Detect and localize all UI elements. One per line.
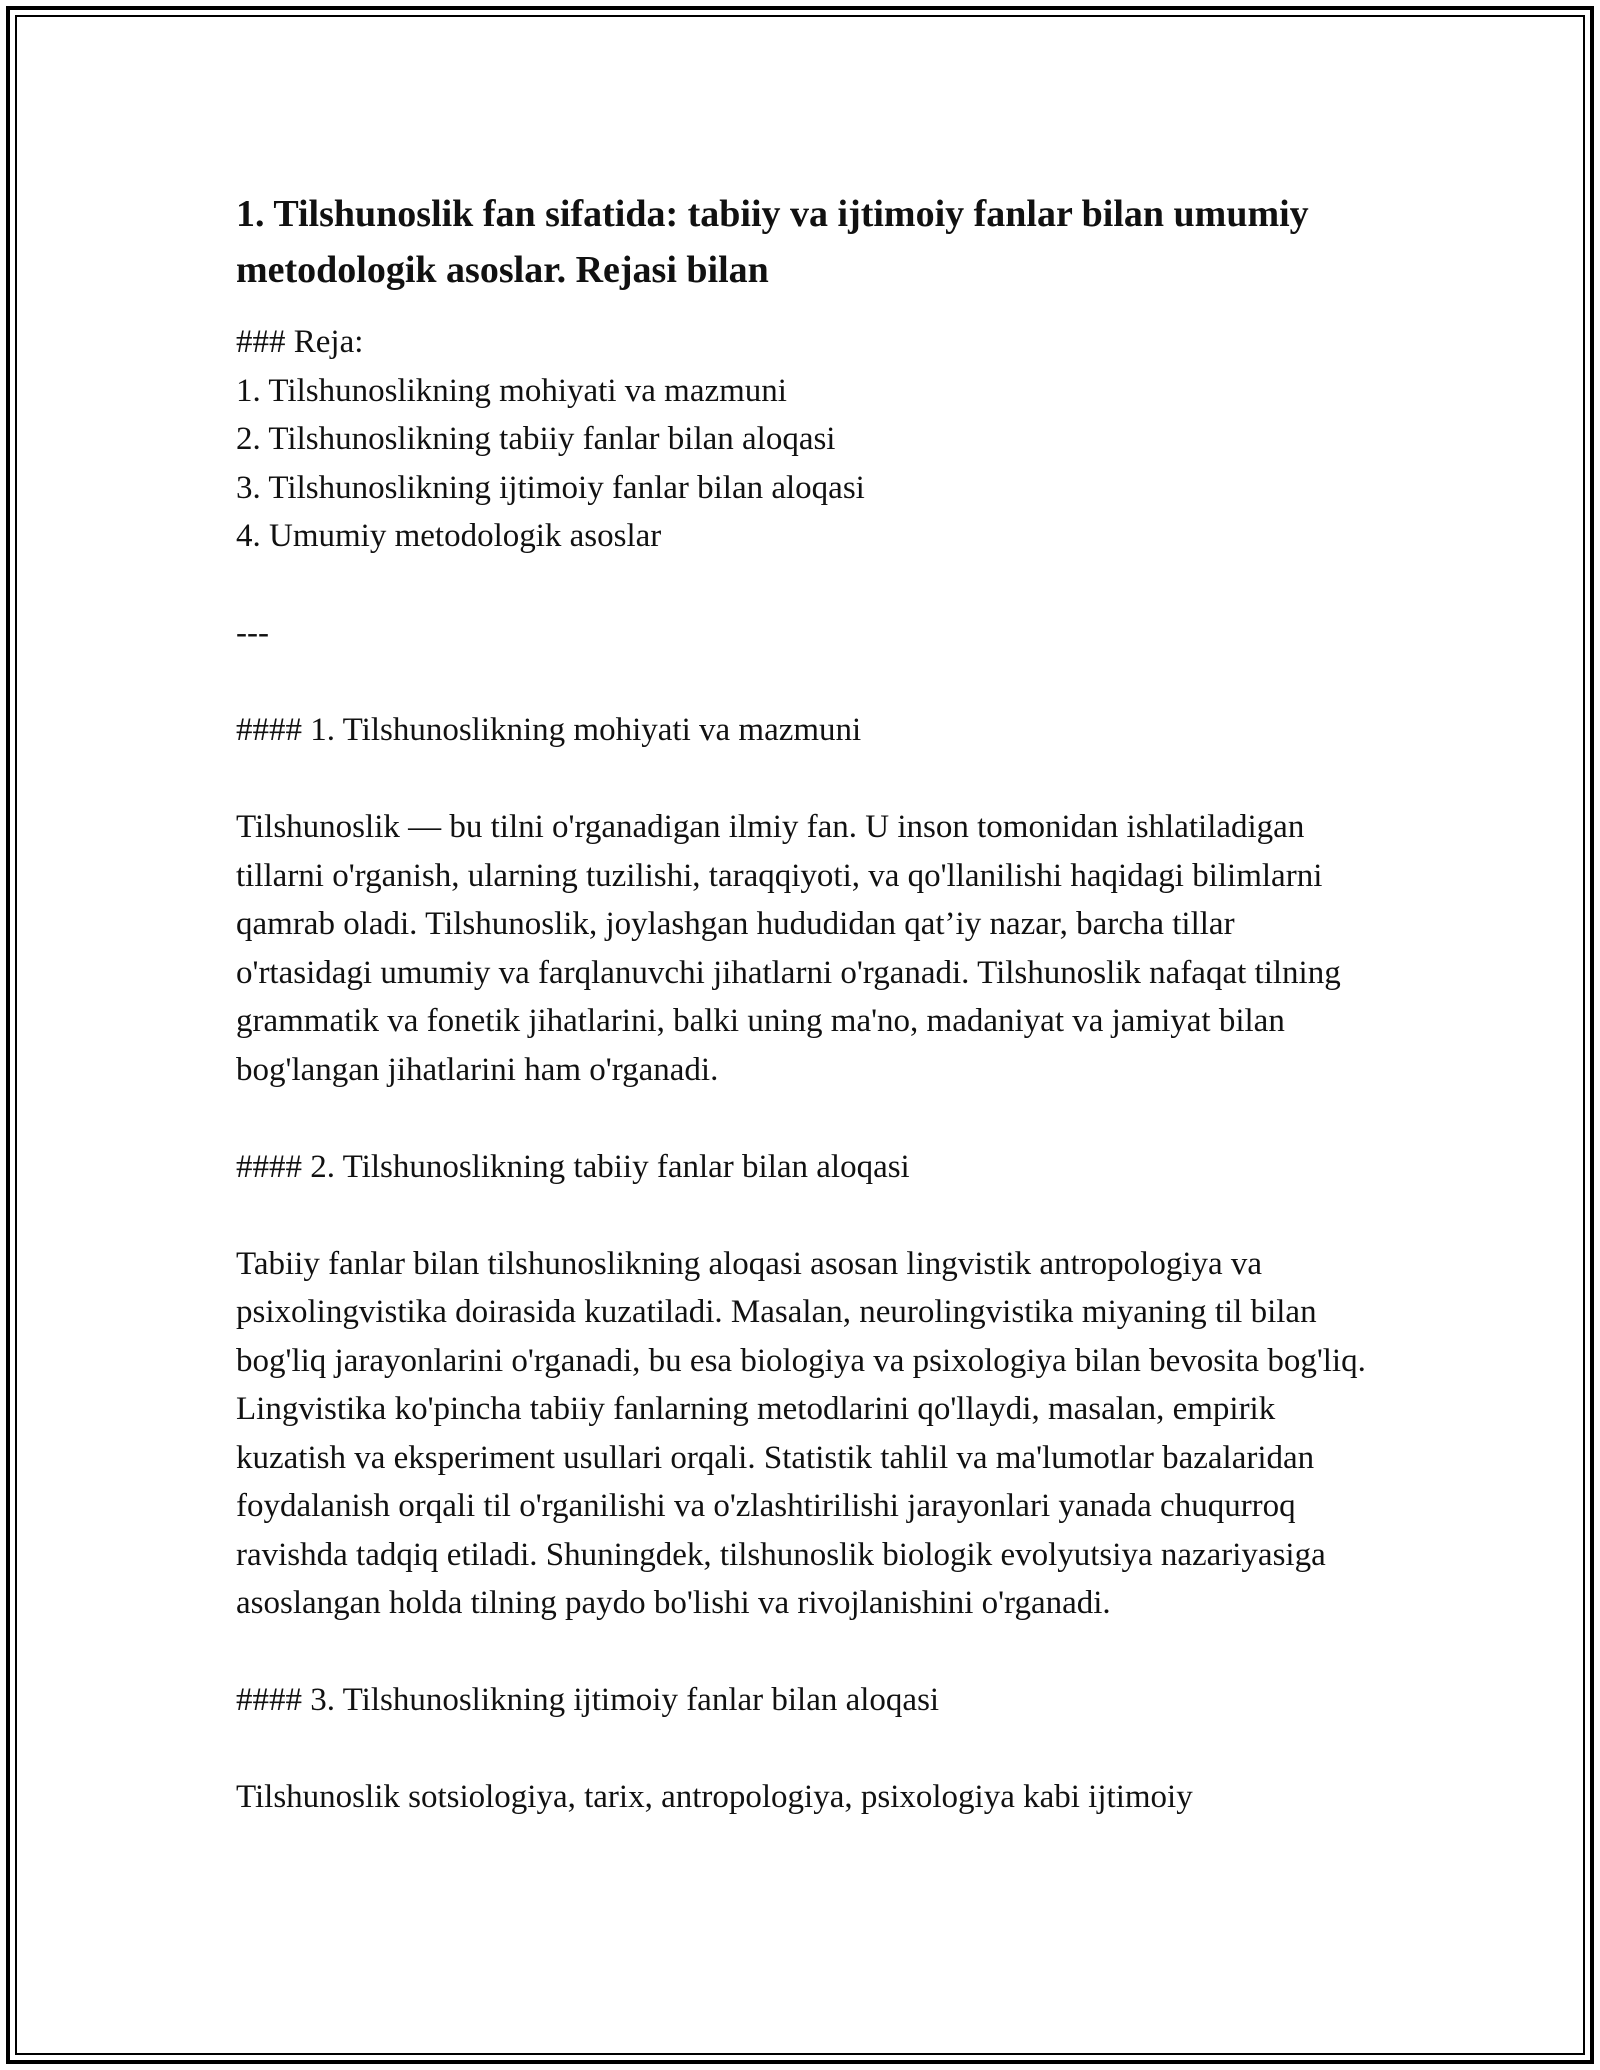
spacer — [236, 561, 1376, 610]
plan-item: 1. Tilshunoslikning mohiyati va mazmuni — [236, 372, 787, 409]
plan-heading: ### Reja: — [236, 324, 364, 360]
spacer — [236, 1628, 1376, 1677]
document-body — [236, 186, 1376, 1822]
section-paragraph: Tabiiy fanlar bilan tilshunoslikning aloqasi asosan lingvistik antropologiya va psixolingvistika doirasida kuzatiladi. Masalan, neurolingvistika miyaning til bilan bog'liq jarayonlarini o'rganadi, bu esa biologiya va psixologiya bilan bevosita bog'liq. Lingvistika ko'pincha tabiiy fanlarning metodlarini qo'llaydi, masalan, empirik kuzatish va eksperiment usullari orqali. Statistik tahlil va ma'lumotlar bazalaridan foydalanish orqali til o'rganilishi va o'zlashtirilishi jarayonlari yanada chuqurroq ravishda tadqiq etiladi. Shuningdek, tilshunoslik biologik evolyutsiya nazariyasiga asoslangan holda tilning paydo bo'lishi va rivojlanishini o'rganadi. — [236, 1245, 1375, 1621]
section-heading: #### 1. Tilshunoslikning mohiyati va mazmuni — [236, 712, 862, 748]
document-text — [236, 318, 1376, 1822]
section-paragraph: Tilshunoslik sotsiologiya, tarix, antropologiya, psixologiya kabi ijtimoiy — [236, 1779, 1193, 1815]
document-title: 1. Tilshunoslik fan sifatida: tabiiy va ijtimoiy fanlar bilan umumiy metodologik asoslar. Rejasi bilan — [236, 193, 1309, 291]
spacer — [236, 1094, 1376, 1143]
spacer — [236, 658, 1376, 707]
separator: --- — [236, 615, 269, 651]
plan-item: 2. Tilshunoslikning tabiiy fanlar bilan aloqasi — [236, 421, 836, 457]
plan-item: 4. Umumiy metodologik asoslar — [236, 518, 662, 554]
section-paragraph: Tilshunoslik — bu tilni o'rganadigan ilmiy fan. U inson tomonidan ishlatiladigan tillarni o'rganish, ularning tuzilishi, taraqqiyoti, va qo'llanilishi haqidagi bilimlarni qamrab oladi. Tilshunoslik, joylashgan hududidan qat’iy nazar, barcha tillar o'rtasidagi umumiy va farqlanuvchi jihatlarni o'rganadi. Tilshunoslik nafaqat tilning grammatik va fonetik jihatlarini, balki uning ma'no, madaniyat va jamiyat bilan bog'langan jihatlarini ham o'rganadi. — [236, 809, 1349, 1088]
plan-item: 3. Tilshunoslikning ijtimoiy fanlar bilan aloqasi — [236, 469, 865, 506]
section-heading: #### 3. Tilshunoslikning ijtimoiy fanlar bilan aloqasi — [236, 1682, 940, 1718]
section-heading: #### 2. Tilshunoslikning tabiiy fanlar bilan aloqasi — [236, 1148, 910, 1185]
spacer — [236, 1725, 1376, 1774]
spacer — [236, 755, 1376, 804]
spacer — [236, 1191, 1376, 1240]
